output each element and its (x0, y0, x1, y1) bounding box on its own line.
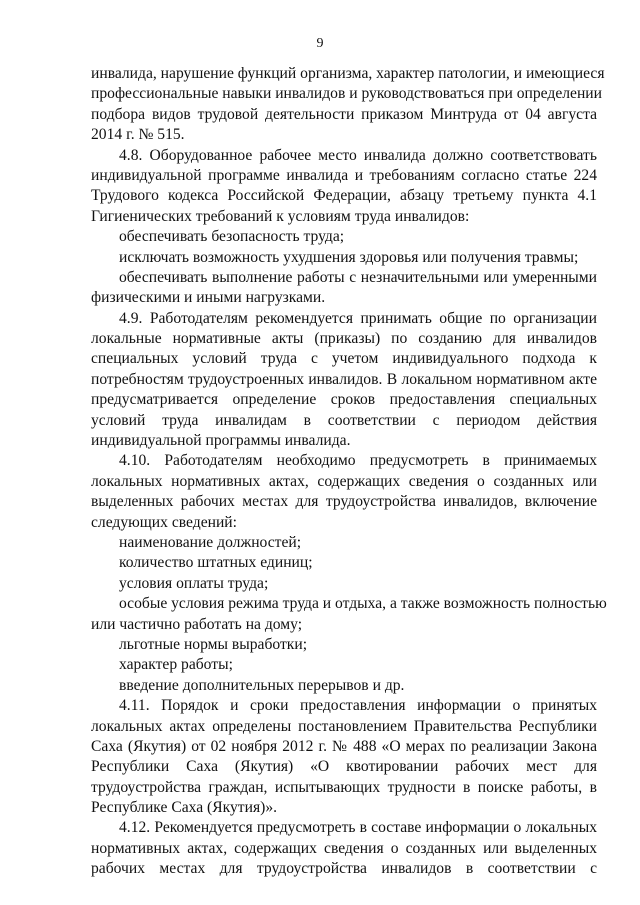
text-line: количество штатных единиц; (119, 554, 313, 572)
text-line: 4.8. Оборудованное рабочее место инвалида должно соответствовать (119, 146, 597, 164)
text-line: Трудового кодекса Российской Федерации, абзацу третьему пункта 4.1 (91, 187, 597, 205)
text-line: 4.10. Работодателям необходимо предусмотреть в принимаемых (119, 452, 597, 470)
text-line: условия оплаты труда; (119, 574, 269, 592)
text-line: Гигиенических требований к условиям труда инвалидов: (91, 207, 470, 225)
text-line: локальные нормативные акты (приказы) по созданию для инвалидов (91, 330, 597, 348)
text-line: или частично работать на дому; (91, 615, 303, 633)
text-line: предусматривается определение сроков предоставления специальных (91, 391, 597, 409)
text-line: 4.12. Рекомендуется предусмотреть в составе информации о локальных (119, 819, 597, 837)
text-line: подбора видов трудовой деятельности приказом Минтруда от 04 августа (91, 105, 597, 123)
text-line: льготные нормы выработки; (119, 635, 308, 653)
text-line: характер работы; (119, 656, 233, 674)
document-body (91, 64, 607, 880)
text-line: локальных актах определены постановлением Правительства Республики (91, 717, 597, 735)
text-line: индивидуальной программы инвалида. (91, 432, 351, 450)
text-line: индивидуальной программе инвалида и требованиям согласно статье 224 (91, 166, 597, 184)
text-line: 2014 г. № 515. (91, 126, 185, 144)
text-line: физическими и иными нагрузками. (91, 289, 326, 307)
text-line: специальных условий труда с учетом индивидуального подхода к (91, 350, 597, 368)
text-line: Республике Саха (Якутия)». (91, 799, 278, 817)
text-line: наименование должностей; (119, 533, 302, 551)
text-line: трудоустройства граждан, испытывающих трудности в поиске работы, в (91, 778, 597, 796)
text-line: введение дополнительных перерывов и др. (119, 676, 405, 694)
text-line: обеспечивать безопасность труда; (119, 228, 345, 246)
text-line: потребностям трудоустроенных инвалидов. В локальном нормативном акте (91, 370, 597, 388)
text-line: 4.11. Порядок и сроки предоставления информации о принятых (119, 697, 597, 715)
text-line: исключать возможность ухудшения здоровья или получения травмы; (119, 248, 579, 266)
text-line: рабочих местах для трудоустройства инвалидов в соответствии с (91, 860, 597, 878)
text-line: выделенных рабочих местах для трудоустройства инвалидов, включение (91, 493, 597, 511)
text-line: профессиональные навыки инвалидов и руководствоваться при определении (91, 85, 602, 103)
text-line: Республики Саха (Якутия) «О квотировании рабочих мест для (91, 758, 597, 776)
page-number: 9 (316, 36, 324, 51)
text-line: инвалида, нарушение функций организма, характер патологии, и имеющиеся (91, 65, 605, 82)
text-line: 4.9. Работодателям рекомендуется принимать общие по организации (119, 309, 597, 327)
text-line: Саха (Якутия) от 02 ноября 2012 г. № 488 «О мерах по реализации Закона (91, 737, 597, 755)
text-line: особые условия режима труда и отдыха, а также возможность полностью (119, 595, 607, 613)
text-line: обеспечивать выполнение работы с незначительными или умеренными (119, 268, 597, 286)
text-line: условий труда инвалидам в соответствии с периодом действия (91, 411, 597, 429)
text-line: нормативных актах, содержащих сведения о созданных или выделенных (91, 839, 597, 857)
text-line: следующих сведений: (91, 513, 237, 531)
text-line: локальных нормативных актах, содержащих сведения о созданных или (91, 472, 597, 490)
